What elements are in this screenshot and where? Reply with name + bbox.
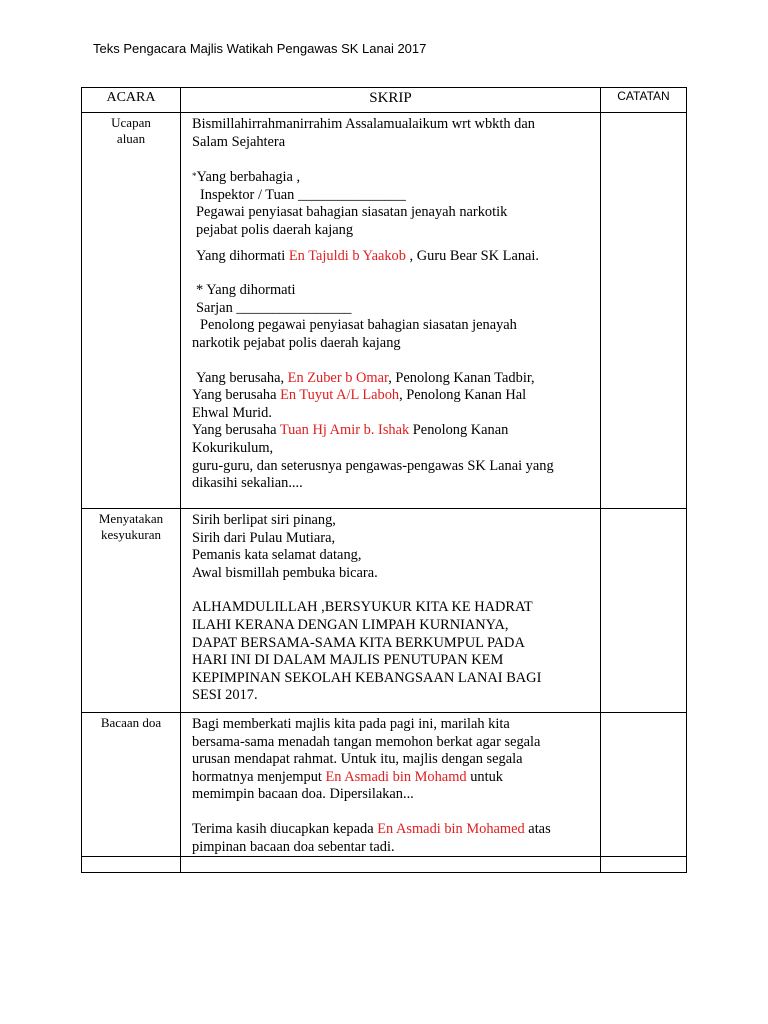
column-header-acara: ACARA — [82, 88, 181, 113]
script-line: ALHAMDULILLAH ,BERSYUKUR KITA KE HADRAT — [192, 599, 533, 616]
script-line: Bismillahirrahmanirrahim Assalamualaikum wrt wbkth dan — [192, 116, 535, 132]
skrip-cell-menyatakan-kesyukuran — [181, 509, 601, 713]
script-line: dikasihi sekalian.... — [192, 475, 303, 492]
guest-name-highlight: En Tajuldi b Yaakob — [288, 247, 406, 264]
acara-label: Menyatakan — [98, 511, 164, 526]
script-text: Yang berusaha — [192, 422, 280, 439]
script-text: hormatnya menjemput — [192, 768, 326, 785]
script-line — [192, 422, 592, 440]
acara-label: aluan — [116, 131, 146, 146]
guest-name-highlight: Tuan Hj Amir b. Ishak — [279, 422, 410, 439]
catatan-cell — [601, 509, 687, 713]
column-header-skrip: SKRIP — [181, 88, 601, 113]
script-line: memimpin bacaan doa. Dipersilakan... — [192, 786, 414, 803]
pantun-line: Awal bismillah pembuka bicara. — [192, 564, 378, 581]
acara-cell-menyatakan-kesyukuran — [82, 509, 181, 713]
script-line: Kokurikulum, — [192, 439, 274, 456]
skrip-cell-bacaan-doa — [181, 713, 601, 857]
script-line: ILAHI KERANA DENGAN LIMPAH KURNIANYA, — [192, 616, 509, 633]
catatan-cell — [601, 113, 687, 509]
script-line — [192, 387, 592, 405]
script-line: pimpinan bacaan doa sebentar tadi. — [192, 838, 395, 855]
guest-name-highlight: En Zuber b Omar — [287, 369, 389, 386]
column-header-catatan: CATATAN — [601, 88, 687, 113]
acara-label: Ucapan — [111, 115, 151, 130]
script-text: untuk — [466, 768, 503, 785]
guest-name-highlight: En Asmadi bin Mohamd — [325, 768, 467, 785]
acara-cell-bacaan-doa — [82, 713, 181, 857]
script-line: bersama-sama menadah tangan memohon berkat agar segala — [192, 733, 541, 750]
script-text: Terima kasih diucapkan kepada — [192, 820, 378, 837]
script-line — [192, 248, 592, 266]
acara-label: Bacaan doa — [100, 715, 162, 730]
script-text: Yang berusaha, — [196, 369, 288, 386]
pantun-line: Sirih dari Pulau Mutiara, — [192, 529, 336, 546]
page-title: Teks Pengacara Majlis Watikah Pengawas SK Lanai 2017 — [93, 41, 427, 56]
script-line: Ehwal Murid. — [192, 404, 272, 421]
script-line — [192, 370, 592, 388]
script-line: Bagi memberkati majlis kita pada pagi ini, marilah kita — [192, 716, 510, 732]
script-line: Inspektor / Tuan _______________ — [200, 186, 406, 203]
pantun-line: Sirih berlipat siri pinang, — [192, 512, 336, 528]
script-line: Salam Sejahtera — [192, 133, 286, 150]
script-text: atas — [524, 820, 551, 837]
script-text: Yang berusaha — [192, 387, 281, 404]
script-line: * Yang dihormati — [196, 282, 296, 299]
script-line: urusan mendapat rahmat. Untuk itu, majlis dengan segala — [192, 751, 523, 768]
script-line: SESI 2017. — [192, 687, 258, 704]
script-line: Pegawai penyiasat bahagian siasatan jenayah narkotik — [196, 204, 508, 221]
catatan-cell — [601, 857, 687, 873]
script-line: guru-guru, dan seterusnya pengawas-pengawas SK Lanai yang — [192, 457, 554, 474]
script-line: pejabat polis daerah kajang — [196, 221, 354, 238]
script-line: DAPAT BERSAMA-SAMA KITA BERKUMPUL PADA — [192, 634, 525, 651]
table-row — [82, 113, 687, 509]
script-text: , Guru Bear SK Lanai. — [405, 247, 540, 264]
script-text: , Penolong Kanan Hal — [399, 387, 527, 404]
script-line — [192, 769, 592, 787]
script-line: KEPIMPINAN SEKOLAH KEBANGSAAN LANAI BAGI — [192, 669, 542, 686]
script-line: Penolong pegawai penyiasat bahagian siasatan jenayah — [200, 317, 517, 334]
table-row — [82, 713, 687, 857]
script-text: Yang dihormati — [196, 247, 289, 264]
acara-cell-empty — [82, 857, 181, 873]
script-line — [192, 168, 592, 187]
catatan-cell — [601, 713, 687, 857]
acara-label: kesyukuran — [101, 527, 161, 542]
table-row — [82, 509, 687, 713]
script-line: Sarjan ________________ — [196, 299, 352, 316]
script-line — [192, 821, 592, 839]
guest-name-highlight: En Tuyut A/L Laboh — [280, 387, 400, 404]
acara-cell-ucapan-aluan — [82, 113, 181, 509]
skrip-cell-empty — [181, 857, 601, 873]
skrip-cell-ucapan-aluan — [181, 113, 601, 509]
bullet-star: * — [192, 171, 197, 182]
guest-name-highlight: En Asmadi bin Mohamed — [377, 820, 525, 837]
script-table — [81, 87, 687, 873]
table-row — [82, 857, 687, 873]
script-line: HARI INI DI DALAM MAJLIS PENUTUPAN KEM — [192, 652, 504, 669]
script-text: , Penolong Kanan Tadbir, — [388, 369, 535, 386]
script-line: narkotik pejabat polis daerah kajang — [192, 334, 401, 351]
script-text: Yang berbahagia , — [196, 169, 301, 186]
pantun-line: Pemanis kata selamat datang, — [192, 547, 362, 564]
table-header-row — [82, 88, 687, 113]
script-text: Penolong Kanan — [409, 422, 509, 439]
